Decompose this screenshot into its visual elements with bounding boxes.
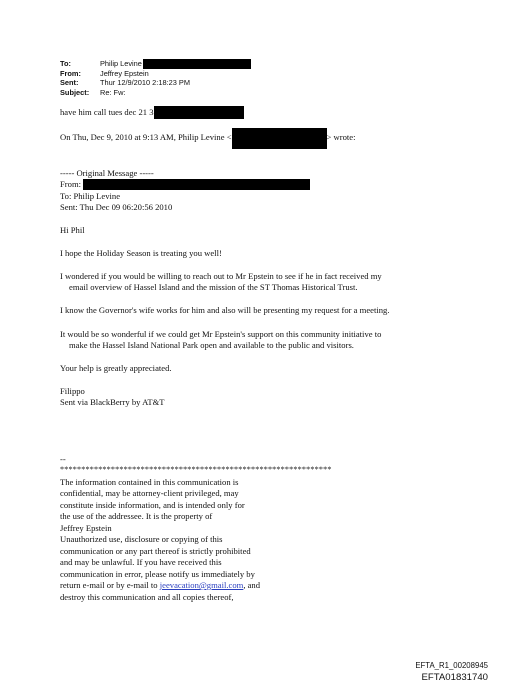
disclaimer-line-suffix: , and xyxy=(243,580,261,590)
sent-row xyxy=(60,78,251,87)
sent-label: Sent: xyxy=(60,78,79,88)
redaction-bar xyxy=(232,128,327,149)
original-from-line xyxy=(60,179,310,190)
bates-number-primary: EFTA_R1_00208945 xyxy=(415,661,488,670)
disclaimer-dashes: -- xyxy=(60,454,66,464)
disclaimer-stars: **************************************************************** xyxy=(60,465,332,474)
disclaimer-line: communication or any part thereof is strictly prohibited xyxy=(60,546,251,556)
original-from-label: From: xyxy=(60,179,82,189)
to-row xyxy=(60,59,251,69)
from-row xyxy=(60,69,251,78)
redaction-bar xyxy=(143,59,251,69)
subject-label: Subject: xyxy=(60,87,90,97)
paragraph: I hope the Holiday Season is treating you well! xyxy=(60,248,222,258)
disclaimer-line: Unauthorized use, disclosure or copying of this xyxy=(60,534,223,544)
to-value: Philip Levine xyxy=(100,59,142,68)
original-sent-line: Sent: Thu Dec 09 06:20:56 2010 xyxy=(60,202,173,212)
disclaimer-line: Jeffrey Epstein xyxy=(60,523,112,533)
disclaimer-line: destroy this communication and all copies thereof, xyxy=(60,592,234,602)
disclaimer-line: the use of the addressee. It is the property of xyxy=(60,511,213,521)
redaction-bar xyxy=(154,106,244,119)
paragraph-line: email overview of Hassel Island and the mission of the ST Thomas Historical Trust. xyxy=(69,282,358,292)
quote-intro-suffix: > wrote: xyxy=(326,132,356,142)
subject-value: Re: Fw: xyxy=(100,87,126,97)
subject-row xyxy=(60,88,251,97)
paragraph-line: make the Hassel Island National Park open and available to the public and visitors. xyxy=(69,340,354,350)
from-value: Jeffrey Epstein xyxy=(100,69,149,78)
paragraph: I know the Governor's wife works for him and also will be presenting my request for a meeting. xyxy=(60,305,390,315)
disclaimer-line-prefix: return e-mail or by e-mail to xyxy=(60,580,160,590)
sent-value: Thur 12/9/2010 2:18:23 PM xyxy=(100,78,190,88)
disclaimer-line: confidential, may be attorney-client privileged, may xyxy=(60,488,239,498)
reply-line xyxy=(60,107,244,119)
redaction-bar xyxy=(83,179,310,190)
disclaimer-line xyxy=(60,580,260,590)
greeting: Hi Phil xyxy=(60,225,85,235)
disclaimer-line: and may be unlawful. If you have received this xyxy=(60,557,222,567)
paragraph-line: I wondered if you would be willing to reach out to Mr Epstein to see if he in fact received my xyxy=(60,271,382,281)
original-to-line: To: Philip Levine xyxy=(60,191,121,201)
signature-name: Filippo xyxy=(60,386,85,396)
bates-number-secondary: EFTA01831740 xyxy=(421,672,488,683)
paragraph: Your help is greatly appreciated. xyxy=(60,363,172,373)
disclaimer-line: constitute inside information, and is intended only for xyxy=(60,500,245,510)
quote-intro-prefix: On Thu, Dec 9, 2010 at 9:13 AM, Philip Levine < xyxy=(60,132,232,142)
from-label: From: xyxy=(60,69,81,78)
email-link[interactable]: jeevacation@gmail.com xyxy=(159,580,244,590)
disclaimer-line: communication in error, please notify us immediately by xyxy=(60,569,255,579)
signature-device: Sent via BlackBerry by AT&T xyxy=(60,397,165,407)
quote-intro-line xyxy=(60,132,356,149)
reply-text: have him call tues dec 21 3 xyxy=(60,107,154,117)
paragraph-line: It would be so wonderful if we could get Mr Epstein's support on this community initiative to xyxy=(60,329,382,339)
email-header xyxy=(60,59,251,97)
disclaimer-line: The information contained in this communication is xyxy=(60,477,239,487)
original-divider: ----- Original Message ----- xyxy=(60,168,154,178)
to-label: To: xyxy=(60,59,71,68)
